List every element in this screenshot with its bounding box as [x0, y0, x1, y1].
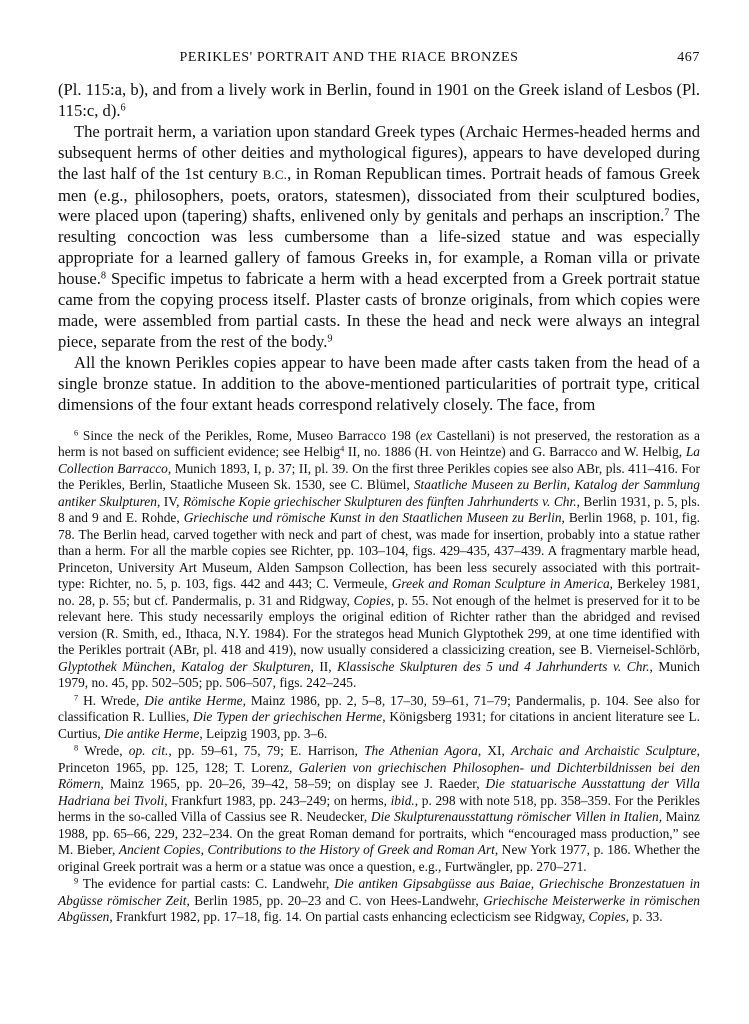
- footnote-number: 7: [74, 692, 79, 702]
- footnote-ref-8[interactable]: 8: [100, 270, 107, 282]
- footnote-number: 8: [74, 743, 79, 753]
- footnote-6: $^6$ Since the neck of the Perikles, Rome, Museo Barracco 198 (ex Castellani) is not preserved, the restoration as a herm is not based on sufficient evidence; see Helbig$^4$ II, no. 1886 (H. von Heintze) and G. Barracco and W. Helbig, La Collection Barracco, Munich 1893, I, p. 37; II, pl. 39. On the first three Perikles copies see also ABr, pls. 411–416. For the Perikles, Berlin, Staatliche Museen Sk. 1530, see C. Blümel, Staatliche Museen zu Berlin, Katalog der Sammlung antiker Skulpturen, IV, Römische Kopie griechischer Skulpturen des fünften Jahrhunderts v. Chr., Berlin 1931, p. 5, pls. 8 and 9 and E. Rohde, Griechische und römische Kunst in den Staatlichen Museen zu Berlin, Berlin 1968, p. 101, fig. 78. The Berlin head, carved together with neck and part of chest, was made for insertion, probably into a statue rather than a herm. For all the marble copies see Richter, pp. 103–104, figs. 429–435, 437–439. A fragmentary marble head, Princeton, University Art Museum, Alden Sampson Collection, has been less securely associated with this portrait-type: Richter, no. 5, p. 103, figs. 442 and 443; C. Vermeule, Greek and Roman Sculpture in America, Berkeley 1981, no. 28, p. 55; but cf. Pandermalis, p. 31 and Ridgway, Copies, p. 55. Not enough of the helmet is preserved for it to be relevant here. This study necessarily employs the original edition of Richter rather than the abridged and revised version (R. Smith, ed., Ithaca, N.Y. 1984). For the strategos head Munich Glyptothek 299, at one time identified with the Perikles portrait (ABr, pl. 418 and 419), now usually considered a classicizing creation, see B. Vierneisel-Schlörb, Glyptothek München, Katalog der Skulpturen, II, Klassische Skulpturen des 5 und 4 Jahrhunderts v. Chr., Munich 1979, no. 45, pp. 502–505; pp. 506–507, figs. 242–245.: [58, 427, 701, 690]
- footnote-7: $^7$ H. Wrede, Die antike Herme, Mainz 1986, pp. 2, 5–8, 17–30, 59–61, 71–79; Pandermalis, p. 104. See also for classification R. Lullies, Die Typen der griechischen Herme, Königsberg 1931; for citations in ancient literature see L. Curtius, Die antike Herme, Leipzig 1903, pp. 3–6.: [58, 692, 701, 741]
- running-head: [58, 50, 700, 72]
- footnotes: [58, 428, 700, 926]
- footnote-8: $^8$ Wrede, op. cit., pp. 59–61, 75, 79; E. Harrison, The Athenian Agora, XI, Archaic and Archaistic Sculpture, Princeton 1965, pp. 125, 128; T. Lorenz, Galerien von griechischen Philosophen- und Dichterbildnissen bei den Römern, Mainz 1965, pp. 20–26, 39–42, 58–59; on display see J. Raeder, Die statuarische Ausstattung der Villa Hadriana bei Tivoli, Frankfurt 1983, pp. 243–249; on herms, ibid., p. 298 with note 518, pp. 358–359. For the Perikles herms in the so-called Villa of Cassius see R. Neudecker, Die Skulpturenausstattung römischer Villen in Italien, Mainz 1988, pp. 65–66, 229, 232–234. On the great Roman demand for portraits, which “encouraged mass production,” see M. Bieber, Ancient Copies, Contributions to the History of Greek and Roman Art, New York 1977, p. 186. Whether the original Greek portrait was a herm or a statue was once a question, e.g., Furtwängler, pp. 270–271.: [58, 743, 701, 874]
- footnote-ref-9[interactable]: 9: [327, 333, 333, 345]
- paragraph-1: (Pl. 115:a, b), and from a lively work in Berlin, found in 1901 on the Greek island of Lesbos (Pl. 115:c, d).$^6$: [58, 80, 700, 120]
- footnote-ref-7[interactable]: 7: [664, 207, 670, 219]
- footnote-9: $^9$ The evidence for partial casts: C. Landwehr, Die antiken Gipsabgüsse aus Baiae, Griechische Bronzestatuen in Abgüsse römischer Zeit, Berlin 1985, pp. 20–23 and C. von Hees-Landwehr, Griechische Meisterwerke in römischen Abgüssen, Frankfurt 1982, pp. 17–18, fig. 14. On partial casts enhancing eclecticism see Ridgway, Copies, p. 33.: [58, 876, 700, 924]
- page-number: 467: [677, 50, 700, 65]
- running-title: PERIKLES' PORTRAIT AND THE RIACE BRONZES: [179, 50, 519, 65]
- body-text: [58, 80, 700, 416]
- paragraph-2: The portrait herm, a variation upon standard Greek types (Archaic Hermes-headed herms and subsequent herms of other deities and mythological figures), appears to have developed during the last half of the 1st century B.C., in Roman Republican times. Portrait heads of famous Greek men (e.g., philosophers, poets, orators, statesmen), dissociated from their sculptured bodies, were placed upon (tapering) shafts, enlivened only by genitals and perhaps an inscription.$^7$ The resulting concoction was less cumbersome than a life-sized statue and was especially appropriate for a learned gallery of famous Greeks in, for example, a Roman villa or private house.$^8$ Specific impetus to fabricate a herm with a head excerpted from a Greek portrait statue came from the copying process itself. Plaster casts of bronze originals, from which copies were made, were assembled from partial casts. In these the head and neck were always an integral piece, separate from the rest of the body.$^9$: [58, 121, 700, 351]
- footnote-number: 9: [74, 876, 79, 886]
- paragraph-3: All the known Perikles copies appear to have been made after casts taken from the head of a single bronze statue. In addition to the above-mentioned particularities of portrait type, critical dimensions of the four extant heads correspond relatively closely. The face, from: [58, 352, 700, 414]
- journal-page: [58, 50, 700, 927]
- footnote-number: 6: [74, 427, 79, 437]
- footnote-ref-6[interactable]: 6: [120, 102, 126, 114]
